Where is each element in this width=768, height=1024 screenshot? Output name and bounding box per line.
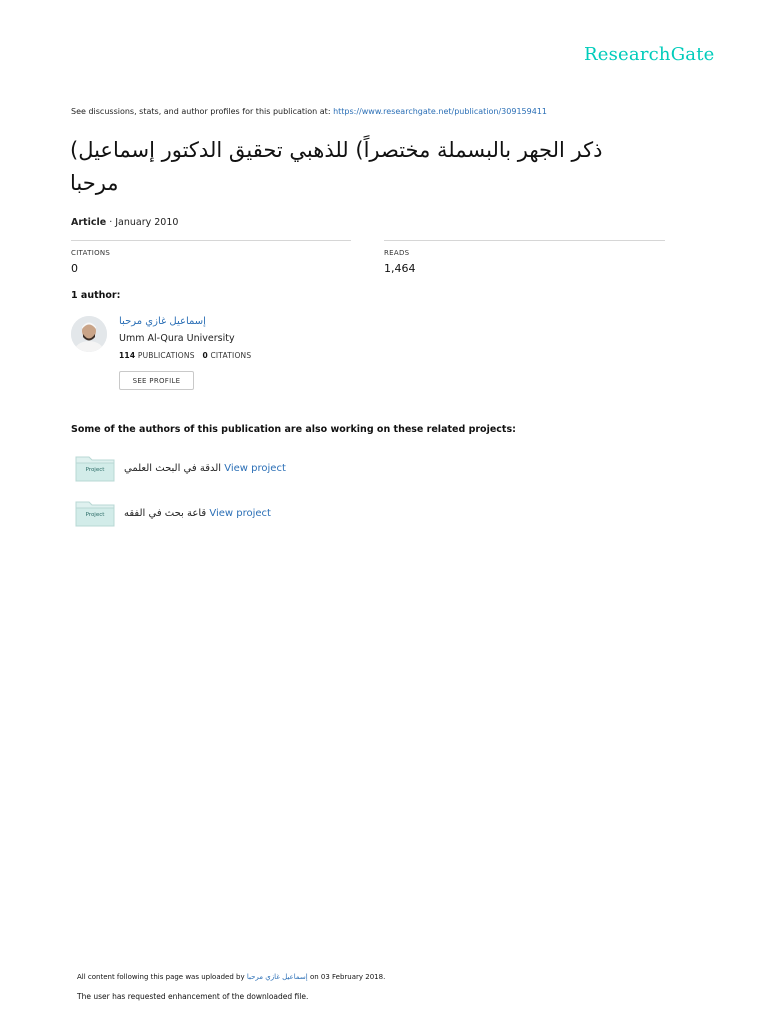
reads-label: READS xyxy=(384,249,410,257)
project-icon-label: Project xyxy=(85,467,105,473)
enhancement-note: The user has requested enhancement of the downloaded file. xyxy=(77,992,309,1001)
author-publications-label: PUBLICATIONS xyxy=(137,351,195,360)
author-stats xyxy=(119,351,251,360)
project-item xyxy=(124,463,286,474)
project-icon-label: Project xyxy=(85,512,105,518)
avatar-photo-icon xyxy=(71,316,107,352)
citations-label: CITATIONS xyxy=(71,249,111,257)
uploader-name-link[interactable]: إسماعيل غازي مرحبا xyxy=(246,973,308,981)
author-name-link[interactable]: إسماعيل غازي مرحبا xyxy=(119,316,206,327)
upload-note xyxy=(77,973,385,981)
discussion-prefix: See discussions, stats, and author profiles for this publication at: xyxy=(71,107,334,116)
publication-title xyxy=(70,134,670,200)
project-folder-icon[interactable] xyxy=(75,454,115,486)
divider-reads xyxy=(384,240,665,241)
author-citations-label: CITATIONS xyxy=(210,351,252,360)
project-item xyxy=(124,508,271,519)
researchgate-logo[interactable]: ResearchGate xyxy=(584,44,715,65)
article-date: · January 2010 xyxy=(106,217,179,228)
author-institution: Umm Al-Qura University xyxy=(119,333,235,344)
author-publications-count: 114 xyxy=(119,351,136,360)
view-project-link[interactable]: View project xyxy=(224,463,286,474)
publication-url-link[interactable]: https://www.researchgate.net/publication/309159411 xyxy=(333,107,547,116)
view-project-link[interactable]: View project xyxy=(209,508,271,519)
citations-value: 0 xyxy=(71,262,78,275)
author-avatar[interactable] xyxy=(71,316,107,352)
title-line-1: ذكر الجهر بالبسملة مختصراً) للذهبي تحقيق الدكتور إسماعيل) xyxy=(70,138,603,162)
upload-note-prefix: All content following this page was uploaded by xyxy=(77,973,247,981)
title-line-2: مرحبا xyxy=(70,171,119,195)
discussion-line xyxy=(71,107,547,116)
project-title: قاعة بحث في الفقه xyxy=(124,508,207,519)
article-type: Article xyxy=(71,217,107,228)
project-title: الدقة في البحث العلمي xyxy=(124,463,222,474)
see-profile-button[interactable]: SEE PROFILE xyxy=(119,371,194,390)
related-projects-heading: Some of the authors of this publication are also working on these related projects: xyxy=(71,424,516,435)
authors-heading: 1 author: xyxy=(71,290,121,301)
author-citations-count: 0 xyxy=(202,351,208,360)
article-meta xyxy=(71,217,178,228)
divider-citations xyxy=(71,240,351,241)
project-folder-icon[interactable] xyxy=(75,499,115,531)
reads-value: 1,464 xyxy=(384,262,416,275)
upload-note-suffix: on 03 February 2018. xyxy=(307,973,386,981)
